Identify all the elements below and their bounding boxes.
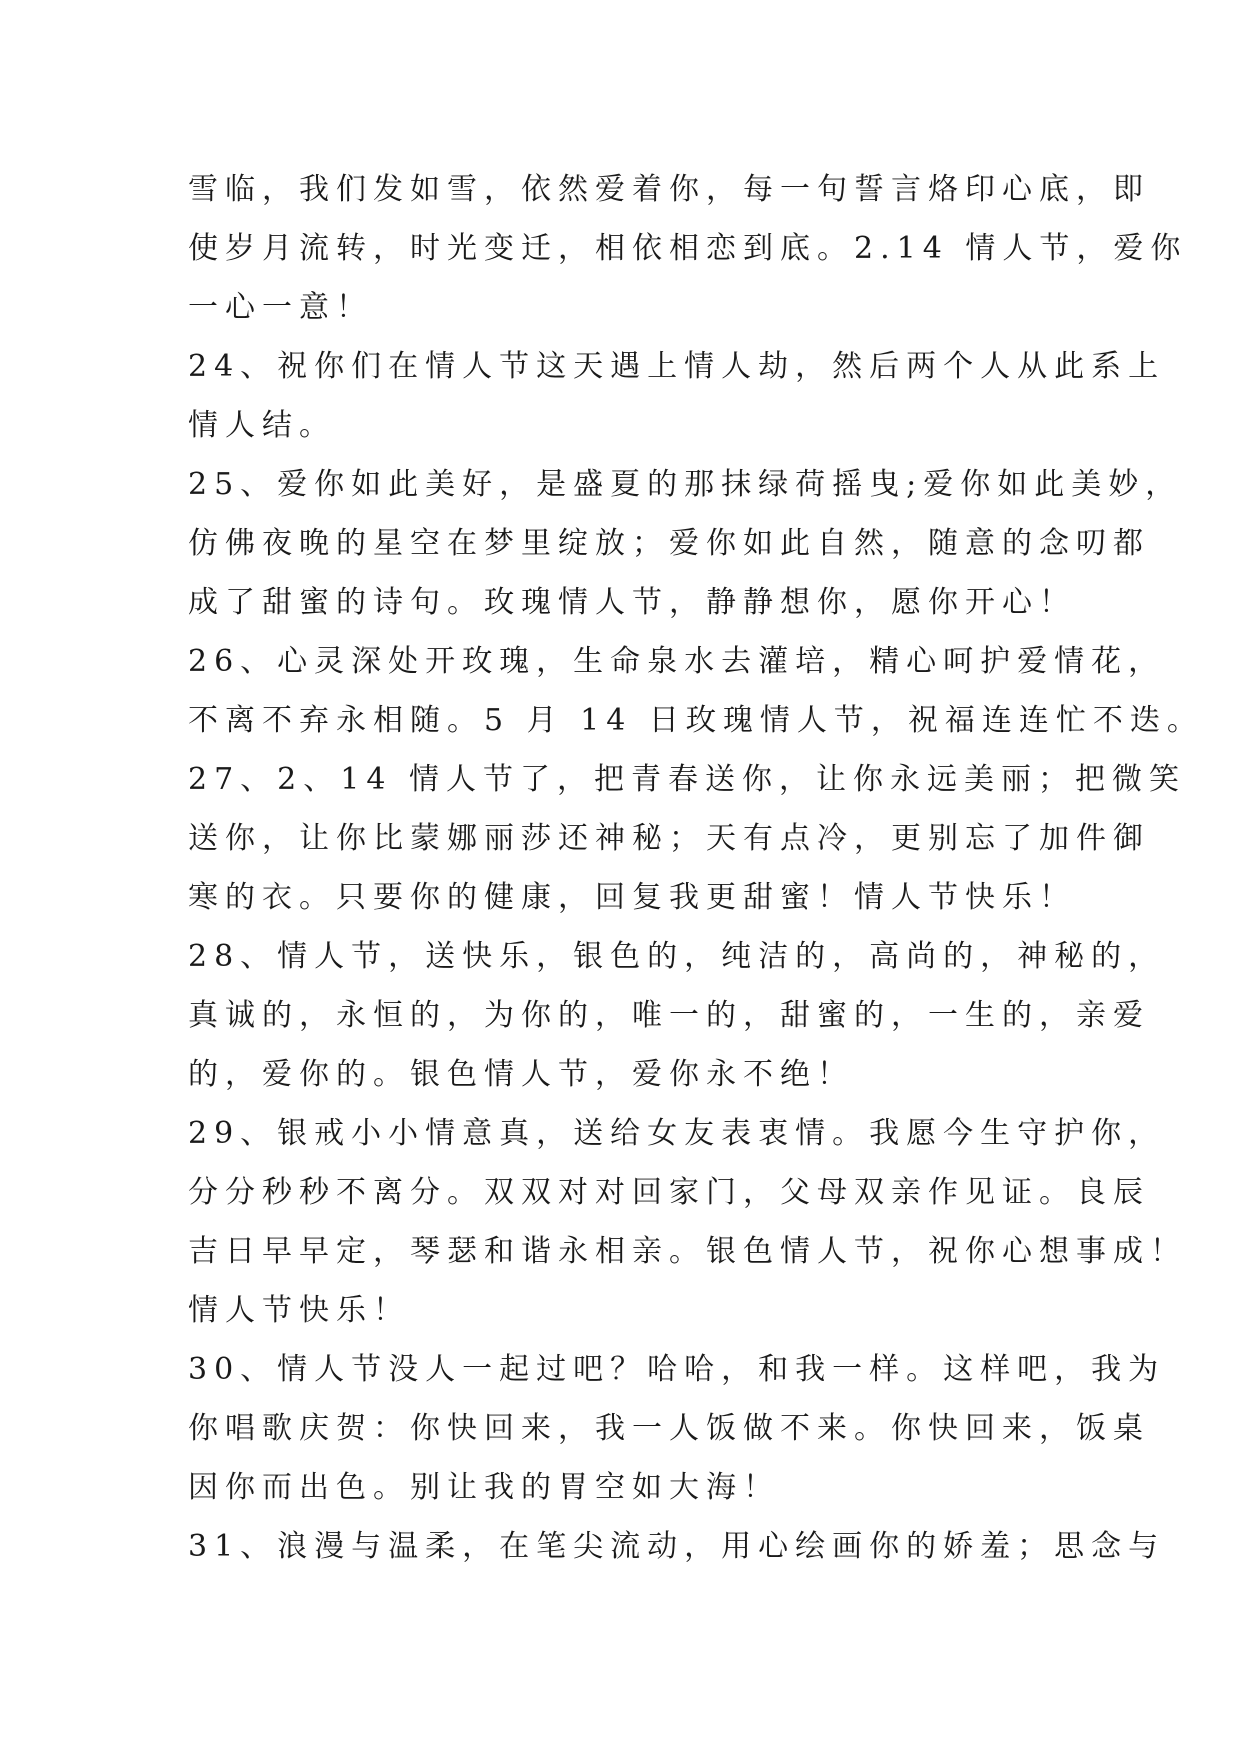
text-line: 30、情人节没人一起过吧？哈哈，和我一样。这样吧，我为 [188, 1352, 1166, 1387]
text-line: 使岁月流转，时光变迁，相依相恋到底。2.14 情人节，爱你 [188, 231, 1188, 266]
document-body [188, 160, 1204, 1576]
text-line: 情人节快乐！ [188, 1293, 410, 1328]
text-line: 真诚的，永恒的，为你的，唯一的，甜蜜的，一生的，亲爱 [188, 998, 1150, 1033]
text-line: 24、祝你们在情人节这天遇上情人劫，然后两个人从此系上 [188, 349, 1166, 384]
text-line: 你唱歌庆贺：你快回来，我一人饭做不来。你快回来，饭桌 [188, 1411, 1150, 1446]
text-line: 的，爱你的。银色情人节，爱你永不绝！ [188, 1057, 854, 1092]
text-line: 仿佛夜晚的星空在梦里绽放；爱你如此自然，随意的念叨都 [188, 526, 1150, 561]
text-line: 29、银戒小小情意真，送给女友表衷情。我愿今生守护你， [188, 1116, 1166, 1151]
text-line: 送你，让你比蒙娜丽莎还神秘；天有点冷，更别忘了加件御 [188, 821, 1150, 856]
text-line: 28、情人节，送快乐，银色的，纯洁的，高尚的，神秘的， [188, 939, 1166, 974]
text-line: 25、爱你如此美好，是盛夏的那抹绿荷摇曳;爱你如此美妙， [188, 467, 1183, 502]
text-line: 27、2、14 情人节了，把青春送你，让你永远美丽；把微笑 [188, 762, 1186, 797]
text-line: 31、浪漫与温柔，在笔尖流动，用心绘画你的娇羞；思念与 [188, 1529, 1166, 1564]
text-line: 情人结。 [188, 408, 336, 443]
text-line: 分分秒秒不离分。双双对对回家门，父母双亲作见证。良辰 [188, 1175, 1150, 1210]
text-line: 寒的衣。只要你的健康，回复我更甜蜜！情人节快乐！ [188, 880, 1076, 915]
text-line: 雪临，我们发如雪，依然爱着你，每一句誓言烙印心底，即 [188, 172, 1150, 207]
text-line: 不离不弃永相随。5 月 14 日玫瑰情人节，祝福连连忙不迭。 [188, 703, 1204, 738]
text-line: 26、心灵深处开玫瑰，生命泉水去灌培，精心呵护爱情花， [188, 644, 1166, 679]
text-line: 吉日早早定，琴瑟和谐永相亲。银色情人节，祝你心想事成！ [188, 1234, 1187, 1269]
text-line: 一心一意！ [188, 290, 373, 325]
text-line: 成了甜蜜的诗句。玫瑰情人节，静静想你，愿你开心！ [188, 585, 1076, 620]
text-line: 因你而出色。别让我的胃空如大海！ [188, 1470, 780, 1505]
